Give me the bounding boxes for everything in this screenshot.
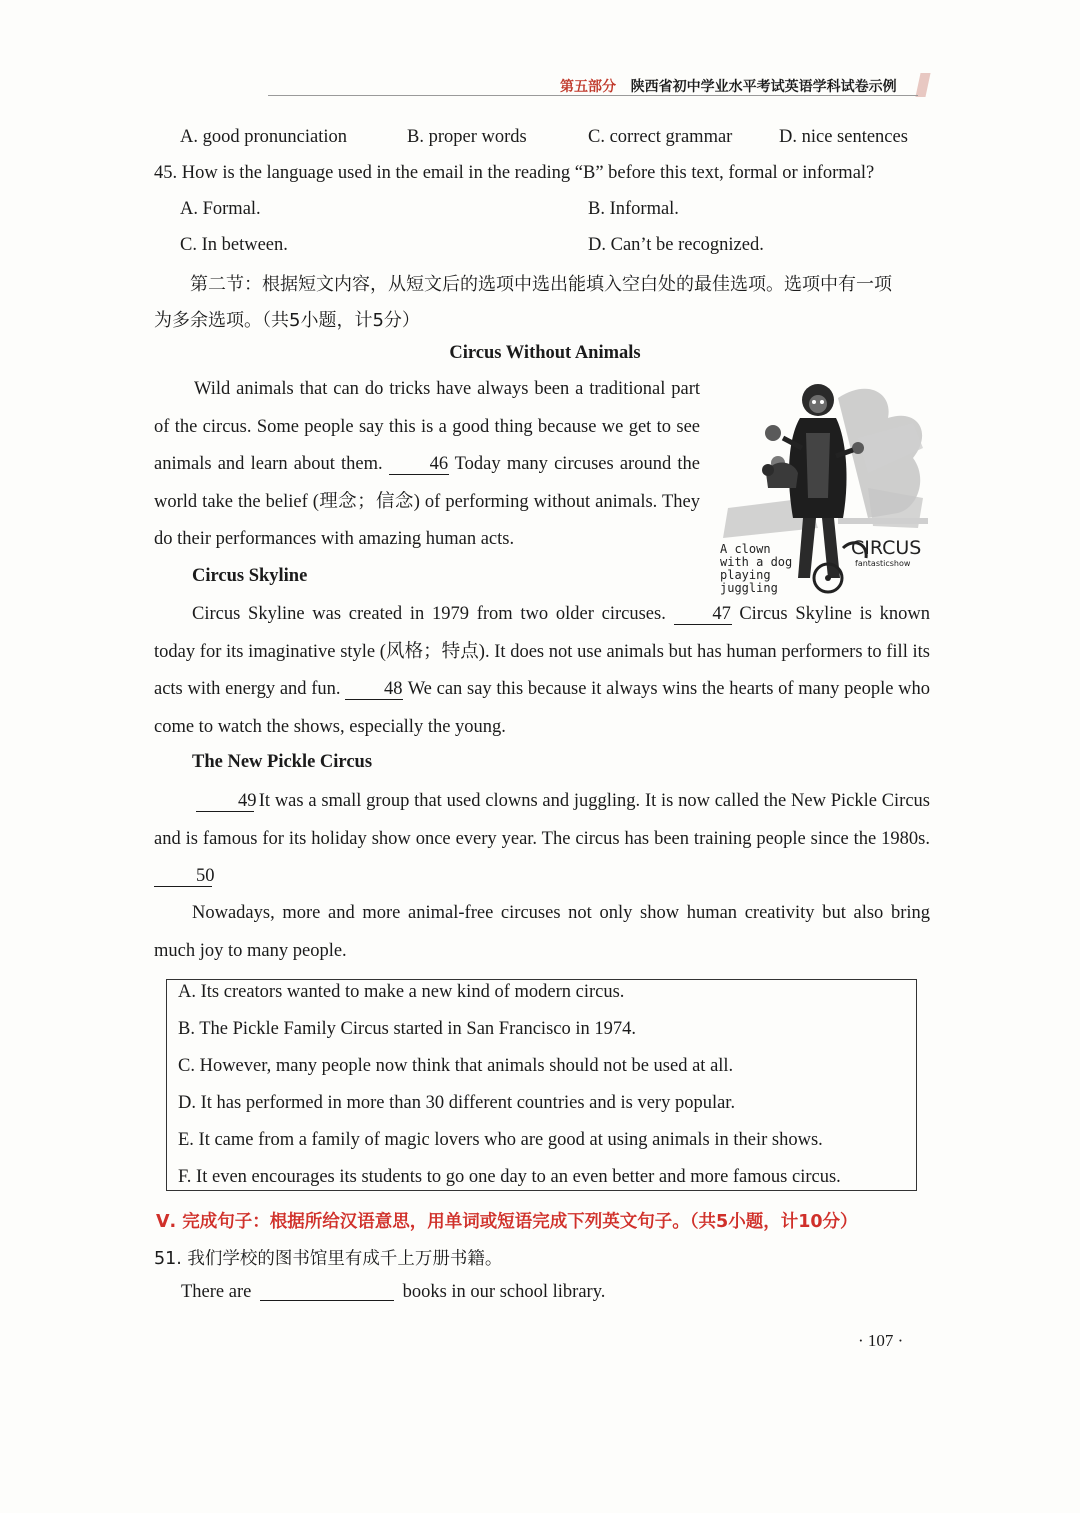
q45-option-b: B. Informal. — [588, 199, 679, 219]
running-header — [560, 76, 897, 96]
passage-paragraph-1: Wild animals that can do tricks have always been a traditional part of the circus. Some people say this is a good thing because we get to see animals and learn about them. 46 Today many circuses around the world take the belief (理念；信念) of performing without animals. They do their performances with amazing human acts. — [154, 379, 700, 549]
header-decoration — [915, 73, 930, 97]
q44-option-b: B. proper words — [407, 127, 527, 147]
q51-stem: 51. 我们学校的图书馆里有成千上万册书籍。 — [154, 1249, 503, 1269]
option-f: F. It even encourages its students to go one day to an even better and more famous circus. — [178, 1167, 841, 1187]
page-number: · 107 · — [858, 1331, 904, 1350]
section2-instruction-line1: 第二节：根据短文内容，从短文后的选项中选出能填入空白处的最佳选项。选项中有一项 — [190, 274, 892, 295]
heading-circus-skyline: Circus Skyline — [192, 566, 308, 586]
blank-48[interactable]: 48 — [345, 679, 403, 700]
passage-paragraph-4: Nowadays, more and more animal-free circuses not only show human creativity but also bring much joy to many people. — [154, 903, 930, 961]
passage-title: Circus Without Animals — [449, 343, 641, 363]
option-e: E. It came from a family of magic lovers who are good at using animals in their shows. — [178, 1130, 823, 1150]
q45-option-a: A. Formal. — [180, 199, 261, 219]
q44-option-d: D. nice sentences — [779, 127, 908, 147]
q51-sentence: There are books in our school library. — [181, 1282, 606, 1302]
heading-new-pickle-circus: The New Pickle Circus — [192, 752, 373, 772]
header-part: 第五部分 — [560, 79, 616, 95]
option-d: D. It has performed in more than 30 different countries and is very popular. — [178, 1093, 736, 1113]
option-b: B. The Pickle Family Circus started in San Francisco in 1974. — [178, 1019, 636, 1039]
q51-answer-blank[interactable] — [260, 1282, 394, 1301]
illustration-brand: CIRCUS — [851, 537, 922, 559]
caption-line-2: with a dog — [720, 555, 793, 569]
blank-46[interactable]: 46 — [389, 454, 449, 475]
blank-47[interactable]: 47 — [674, 604, 732, 625]
section2-instruction-line2: 为多余选项。（共5小题，计5分） — [154, 310, 420, 331]
header-rule — [268, 95, 918, 96]
q44-option-c: C. correct grammar — [588, 127, 733, 147]
q45-option-c: C. In between. — [180, 235, 288, 255]
caption-line-4: juggling — [720, 581, 778, 595]
options-box — [166, 979, 917, 1191]
blank-49[interactable]: 49 — [196, 791, 254, 812]
circus-clown-illustration — [718, 378, 930, 600]
q45-stem: 45. How is the language used in the email in the reading “B” before this text, formal or informal? — [154, 163, 875, 183]
illustration-brand-sub: fantasticshow — [855, 559, 911, 568]
section5-title: Ⅴ. 完成句子：根据所给汉语意思，用单词或短语完成下列英文句子。（共5小题，计10分） — [156, 1212, 858, 1232]
header-title: 陕西省初中学业水平考试英语学科试卷示例 — [630, 79, 897, 95]
passage-paragraph-2: Circus Skyline was created in 1979 from two older circuses. 47 Circus Skyline is known today for its imaginative style (风格；特点). It does not use animals but has human performers to fill its acts with energy and fun. 48 We can say this because it always wins the hearts of many people who come to watch the shows, especially the young. — [154, 604, 931, 737]
option-c: C. However, many people now think that animals should not be used at all. — [178, 1056, 734, 1076]
q45-option-d: D. Can’t be recognized. — [588, 235, 764, 255]
caption-line-1: A clown — [720, 542, 771, 556]
q44-option-a: A. good pronunciation — [180, 127, 347, 147]
caption-line-3: playing — [720, 568, 771, 582]
option-a: A. Its creators wanted to make a new kind of modern circus. — [178, 982, 625, 1002]
blank-50[interactable]: 50 — [154, 866, 212, 887]
passage-paragraph-3: 49 It was a small group that used clowns and juggling. It is now called the New Pickle Circus and is famous for its holiday show once every year. The circus has been training people since the 1980s. 50 — [154, 791, 930, 886]
